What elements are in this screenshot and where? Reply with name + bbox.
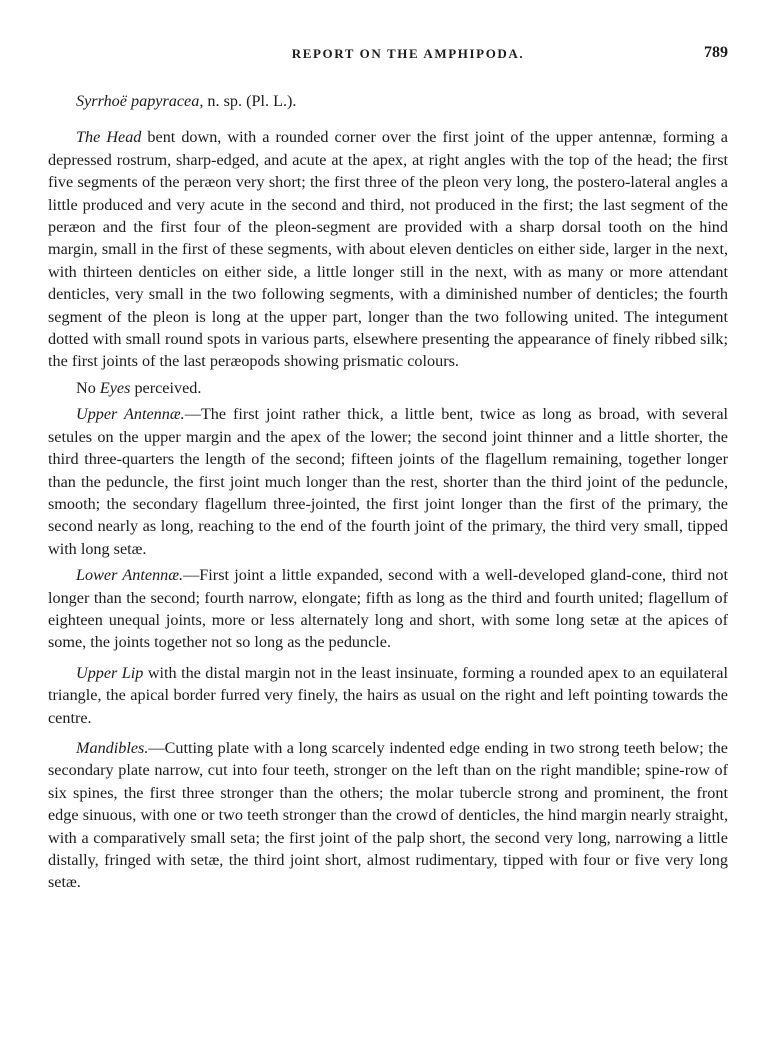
term-lower-antennae: Lower Antennæ. [76, 566, 184, 585]
text-lower-antennae: —First joint a little expanded, second with a well-developed gland-cone, third not longer than the second; fourth narrow, elongate; fifth as long as the third and fourth united; flagellum of eighteen unequal joints, more or less alternately long and short, with some long setæ at the apices of some, the joints together not so long as the peduncle. [48, 566, 728, 652]
text-upper-lip: with the distal margin not in the least insinuate, forming a rounded apex to an equilateral triangle, the apical border furred very finely, the hairs as usual on the right and left pointing towards the centre. [48, 663, 728, 727]
pre-eyes: No [76, 378, 100, 397]
text-body [48, 90, 728, 898]
species-name: Syrrhoë papyracea, [76, 92, 204, 110]
term-mandibles: Mandibles. [76, 738, 149, 757]
paragraph-upper-lip [48, 662, 728, 729]
term-upper-antennae: Upper Antennæ. [76, 405, 185, 424]
paragraph-head [48, 126, 728, 372]
paragraph-upper-antennae [48, 403, 728, 560]
page-number: 789 [704, 44, 728, 61]
paragraph-lower-antennae [48, 564, 728, 654]
term-head: The Head [76, 128, 142, 147]
species-heading [48, 90, 728, 112]
running-title: REPORT ON THE AMPHIPODA. [291, 46, 525, 61]
text-upper-antennae: —The first joint rather thick, a little bent, twice as long as broad, with several setules on the upper margin and the apex of the lower; the second joint thinner and a little shorter, the third three-quarters the length of the second; fifteen joints of the flagellum remaining, together longer than the peduncle, the first joint much longer than the rest, shorter than the third joint of the peduncle, smooth; the secondary flagellum three-jointed, the first joint longer than the first of the primary, the second nearly as long, reaching to the end of the fourth joint of the primary, the third very small, tipped with long setæ. [48, 405, 729, 558]
species-note: n. sp. (Pl. L.). [203, 92, 297, 110]
page-header [48, 46, 728, 70]
term-upper-lip: Upper Lip [76, 663, 144, 682]
paragraph-eyes [48, 377, 728, 399]
term-eyes: Eyes [99, 378, 131, 397]
paragraph-mandibles [48, 737, 728, 894]
text-eyes: perceived. [130, 378, 202, 397]
text-head: bent down, with a rounded corner over the first joint of the upper antennæ, forming a depressed rostrum, sharp-edged, and acute at the apex, at right angles with the top of the head; the first five segments of the peræon very short; the first three of the pleon very long, the postero-lateral angles a little produced and very acute in the second and third, not produced in the first; the last segment of the peræon and the first four of the pleon-segment are provided with a sharp dorsal tooth on the hind margin, small in the first of these segments, with about eleven denticles on either side, larger in the next, with thirteen denticles on either side, a little longer still in the next, with as many or more attendant denticles, very small in the two following segments, with a diminished number of denticles; the fourth segment of the pleon is long at the upper part, longer than the two following united. The integument dotted with small round spots in various parts, elsewhere presenting the appearance of finely ribbed silk; the first joints of the last peræopods showing prismatic colours. [48, 128, 728, 371]
text-mandibles: —Cutting plate with a long scarcely indented edge ending in two strong teeth below; the secondary plate narrow, cut into four teeth, stronger on the left than on the right mandible; spine-row of six spines, the first three stronger than the others; the molar tubercle strong and prominent, the front edge sinuous, with one or two teeth stronger than the crowd of denticles, the hind margin nearly straight, with a comparatively small seta; the first joint of the palp short, the second very long, narrowing a little distally, fringed with setæ, the third joint short, almost rudimentary, tipped with four or five very long setæ. [48, 738, 728, 892]
